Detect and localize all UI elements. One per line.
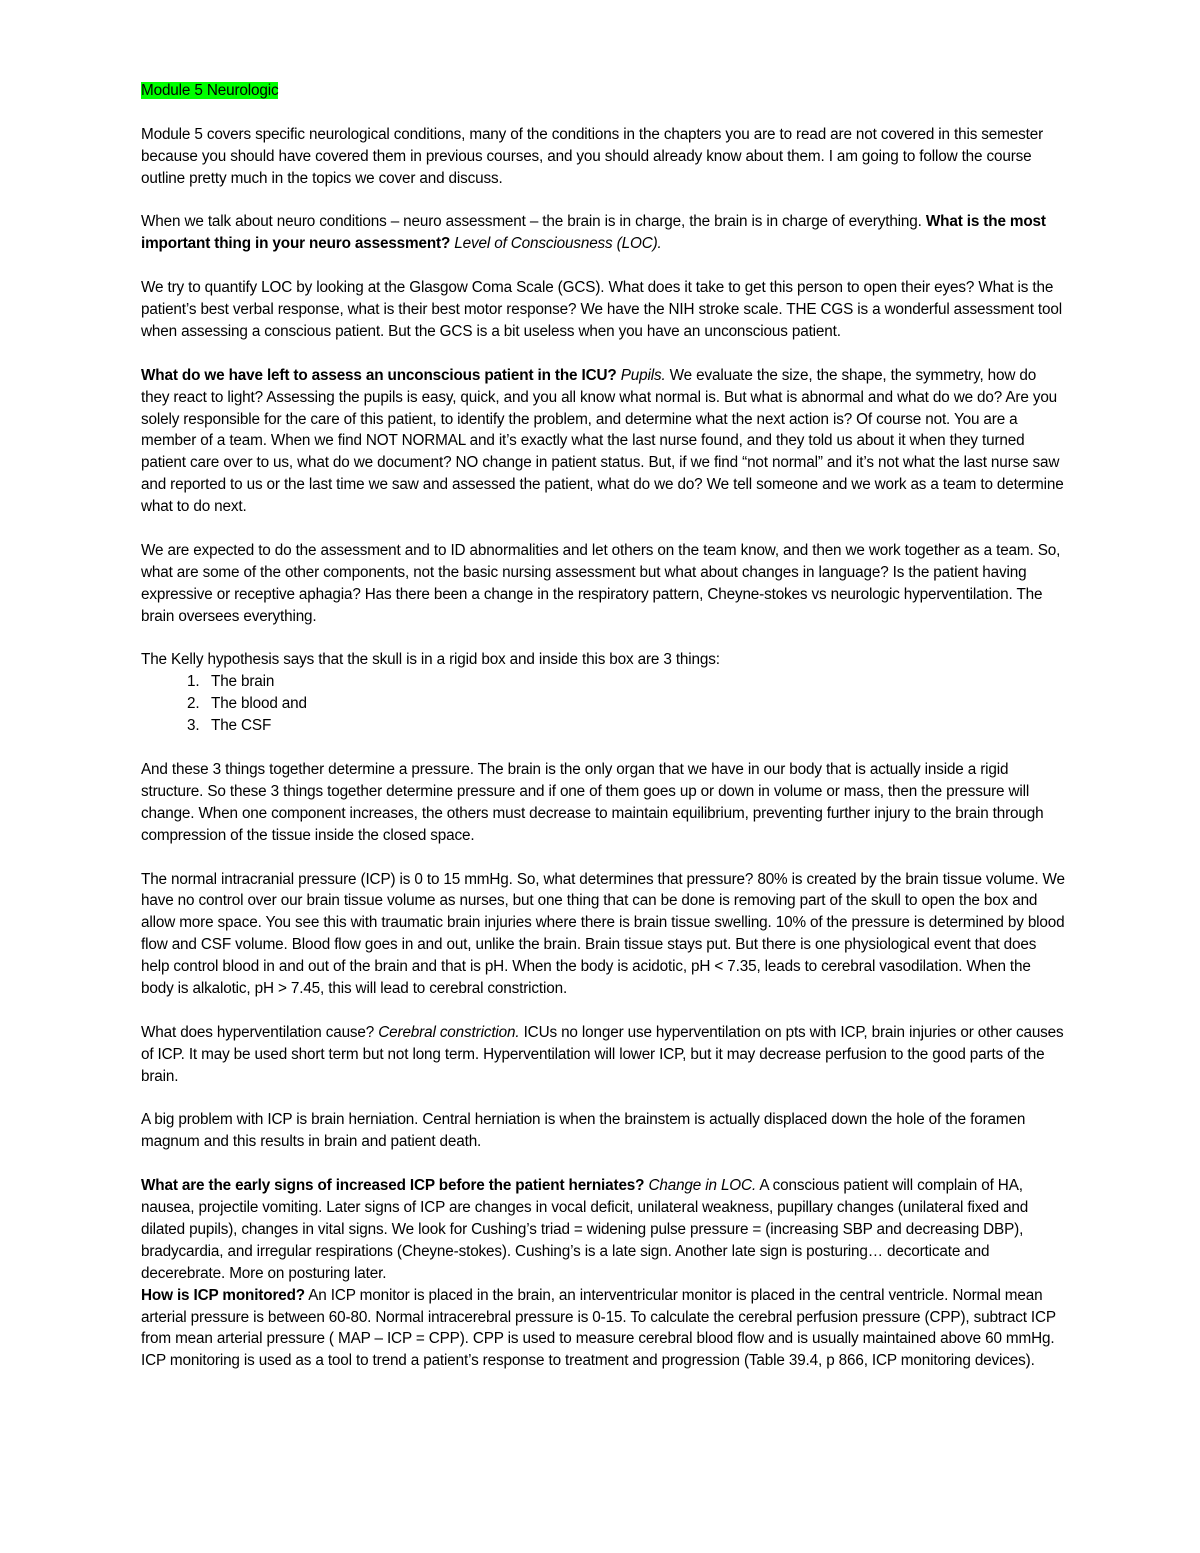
- italic-answer: Cerebral constriction.: [378, 1023, 520, 1041]
- list-text: The brain: [211, 673, 275, 691]
- list-item: [141, 715, 1065, 737]
- paragraph-team: We are expected to do the assessment and to ID abnormalities and let others on the team know, and then we work together as a team. So, what are some of the other components, not the basic nursing assessment but what about changes in language? Is the patient having expressive or receptive aphagia? Has there been a change in the respiratory pattern, Cheyne-stokes vs neurologic hyperventilation. The brain oversees everything.: [141, 541, 1061, 625]
- paragraph-text: What does hyperventilation cause?: [141, 1023, 379, 1041]
- list-item: [141, 671, 1065, 693]
- paragraph-icp-normal: The normal intracranial pressure (ICP) is 0 to 15 mmHg. So, what determines that pressure? 80% is created by the brain tissue volume. We have no control over our brain tissue volume as nurses, but one thing that can be done is removing part of the skull to open the box and allow more space. You see this with traumatic brain injuries where there is brain tissue swelling. 10% of the pressure is determined by blood flow and CSF volume. Blood flow goes in and out, unlike the brain. Brain tissue stays put. But there is one physiological event that does help control blood in and out of the brain and that is pH. When the body is acidotic, pH < 7.35, leads to cerebral vasodilation. When the body is alkalotic, pH > 7.45, this will lead to cerebral constriction.: [141, 870, 1065, 998]
- italic-answer: Pupils.: [616, 366, 666, 384]
- paragraph-text: We evaluate the size, the shape, the symmetry, how do they react to light? Assessing the pupils is easy, quick, and you all know what normal is. But what is abnormal and what do we do? Are you solely responsible for the care of this patient, to identify the problem, and determine what the next action is? Of course not. You are a member of a team. When we find NOT NORMAL and it’s exactly what the last nurse found, and they told us about it when they turned patient care over to us, what do we document? NO change in patient status. But, if we find “not normal” and it’s not what the last nurse saw and reported to us or the last time we saw and assessed the patient, what do we do? We tell someone and we work as a team to determine what to do next.: [141, 366, 1064, 516]
- italic-answer: Level of Consciousness (LOC).: [450, 235, 662, 253]
- paragraph-hyperventilation: [141, 1022, 1065, 1088]
- bold-question: How is ICP monitored?: [141, 1286, 305, 1304]
- list-number: 1.: [187, 673, 200, 691]
- bold-question: What do we have left to assess an unconscious patient in the ICU?: [141, 366, 617, 384]
- bold-question: What are the early signs of increased ICP before the patient herniates?: [141, 1177, 645, 1195]
- list-text: The CSF: [211, 717, 272, 735]
- paragraph-gcs: We try to quantify LOC by looking at the Glasgow Coma Scale (GCS). What does it take to get this person to open their eyes? What is the patient’s best verbal response, what is their best motor response? We have the NIH stroke scale. THE CGS is a wonderful assessment tool when assessing a conscious patient. But the GCS is a bit useless when you have an unconscious patient.: [141, 279, 1062, 340]
- paragraph-herniation: A big problem with ICP is brain herniation. Central herniation is when the brainstem is actually displaced down the hole of the foramen magnum and this results in brain and patient death.: [141, 1111, 1026, 1151]
- paragraph-intro: Module 5 covers specific neurological conditions, many of the conditions in the chapters you are to read are not covered in this semester because you should have covered them in previous courses, and you should already know about them. I am going to follow the course outline pretty much in the topics we cover and discuss.: [141, 125, 1044, 187]
- document-title: Module 5 Neurologic: [141, 82, 279, 99]
- paragraph-text: A conscious patient will complain of HA, nausea, projectile vomiting. Later signs of ICP are changes in vocal deficit, unilateral weakness, pupillary changes (unilateral fixed and dilated pupils), changes in vital signs. We look for Cushing’s triad = widening pulse pressure = (increasing SBP and decreasing DBP), bradycardia, and irregular respirations (Cheyne-stokes). Cushing’s is a late sign. Another late sign is posturing… decorticate and decerebrate. More on posturing later.: [141, 1177, 1029, 1282]
- bold-question: What is the most important thing in your neuro assessment?: [141, 213, 1046, 253]
- paragraph-text: An ICP monitor is placed in the brain, an interventricular monitor is placed in the central ventricle. Normal mean arterial pressure is between 60-80. Normal intracerebral pressure is 0-15. To calculate the cerebral perfusion pressure (CPP), subtract ICP from mean arterial pressure ( MAP – ICP = CPP). CPP is used to measure cerebral blood flow and is usually maintained above 60 mmHg. ICP monitoring is used as a tool to trend a patient’s response to treatment and progression (Table 39.4, p 866, ICP monitoring devices).: [141, 1286, 1056, 1370]
- document-page: [141, 80, 1065, 1394]
- list-text: The blood and: [211, 695, 307, 713]
- paragraph-neuro-assessment: [141, 211, 1065, 255]
- paragraph-text: When we talk about neuro conditions – neuro assessment – the brain is in charge, the brain is in charge of everything.: [141, 213, 926, 231]
- paragraph-pupils: [141, 365, 1065, 518]
- italic-answer: Change in LOC.: [644, 1177, 757, 1195]
- list-number: 3.: [187, 717, 200, 735]
- paragraph-text: ICUs no longer use hyperventilation on pts with ICP, brain injuries or other causes of ICP. It may be used short term but not long term. Hyperventilation will lower ICP, but it may decrease perfusion to the good parts of the brain.: [141, 1023, 1064, 1085]
- paragraph-icp-monitoring: [141, 1285, 1065, 1373]
- kelly-list: [141, 671, 1065, 737]
- list-item: [141, 693, 1065, 715]
- list-number: 2.: [187, 695, 200, 713]
- paragraph-pressure: And these 3 things together determine a pressure. The brain is the only organ that we have in our body that is actually inside a rigid structure. So these 3 things together determine pressure and if one of them goes up or down in volume or mass, then the pressure will change. When one component increases, the others must decrease to maintain equilibrium, preventing further injury to the brain through compression of the tissue inside the closed space.: [141, 760, 1044, 844]
- title-line: [141, 80, 1065, 102]
- paragraph-early-signs: [141, 1175, 1065, 1285]
- paragraph-kelly-hypothesis: The Kelly hypothesis says that the skull is in a rigid box and inside this box are 3 things:: [141, 651, 720, 669]
